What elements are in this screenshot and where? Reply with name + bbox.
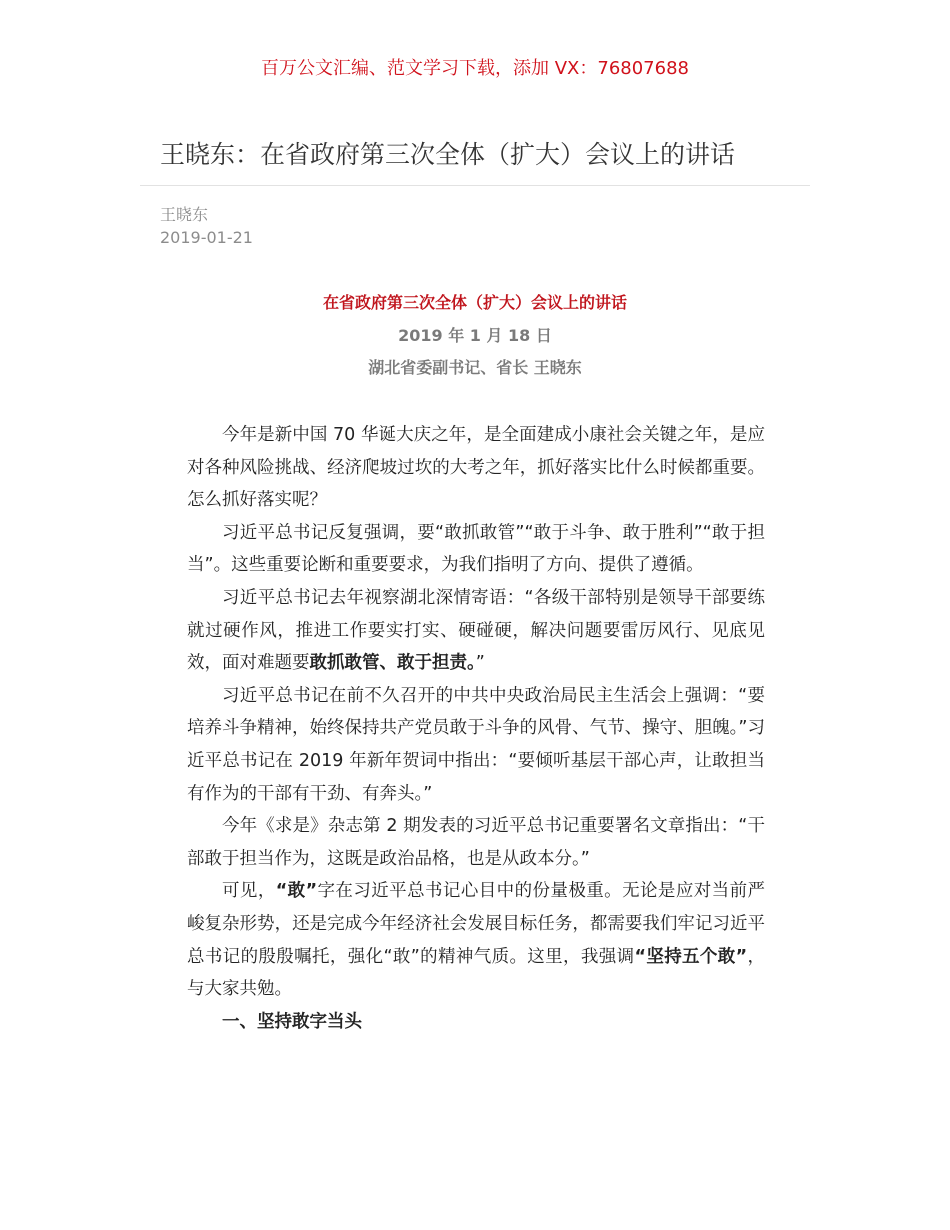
article-body: [187, 419, 765, 1038]
body-paragraph: 习近平总书记反复强调，要“敢抓敢管”“敢于斗争、敢于胜利”“敢于担当”。这些重要论断和重要要求，为我们指明了方向、提供了遵循。: [187, 522, 765, 576]
promo-banner: 百万公文汇编、范文学习下载，添加 VX：76807688: [261, 58, 689, 79]
paragraph-text: ”: [475, 653, 485, 674]
paragraph-text: 字在习近平总书记心目中的份量极重。无论是应对当前严峻复杂形势，还是完成今年经济社会发展目标任务，都需要我们牢记习近平总书记的殷殷嘱托，强化“敢”的精神气质。这里，我强调: [187, 881, 765, 967]
article-author: 王晓东: [160, 205, 209, 224]
bold-emphasis: “敢”: [275, 881, 318, 902]
body-paragraph: 今年是新中国 70 华诞大庆之年，是全面建成小康社会关键之年，是应对各种风险挑战、经济爬坡过坎的大考之年，抓好落实比什么时候都重要。怎么抓好落实呢？: [187, 425, 765, 511]
body-paragraph: 习近平总书记在前不久召开的中共中央政治局民主生活会上强调：“要培养斗争精神，始终保持共产党员敢于斗争的风骨、气节、操守、胆魄。”习近平总书记在 2019 年新年贺词中指出：“要倾听基层干部心声，让敢担当有作为的干部有干劲、有奔头。”: [187, 685, 765, 804]
bold-emphasis: “坚持五个敢”: [634, 946, 748, 967]
bold-emphasis: 敢抓敢管、敢于担责。: [309, 653, 476, 674]
speech-title: 在省政府第三次全体（扩大）会议上的讲话: [322, 293, 627, 312]
body-paragraph: [187, 875, 765, 1005]
body-paragraph: [187, 582, 765, 680]
title-divider: [140, 185, 810, 186]
speech-speaker: 湖北省委副书记、省长 王晓东: [368, 358, 582, 377]
page-title: 王晓东：在省政府第三次全体（扩大）会议上的讲话: [160, 140, 736, 169]
section-heading: 一、坚持敢字当头: [222, 1011, 362, 1032]
paragraph-text: ，与大家共勉。: [187, 946, 765, 1000]
paragraph-text: 可见，: [222, 881, 276, 902]
paragraph-text: 习近平总书记去年视察湖北深情寄语：“各级干部特别是领导干部要练就过硬作风，推进工作要实打实、硬碰硬，解决问题要雷厉风行、见底见效，面对难题要: [187, 587, 765, 674]
article-date: 2019-01-21: [160, 228, 253, 247]
body-paragraph: 今年《求是》杂志第 2 期发表的习近平总书记重要署名文章指出：“干部敢于担当作为，这既是政治品格，也是从政本分。”: [187, 816, 765, 869]
speech-date: 2019 年 1 月 18 日: [398, 326, 552, 345]
